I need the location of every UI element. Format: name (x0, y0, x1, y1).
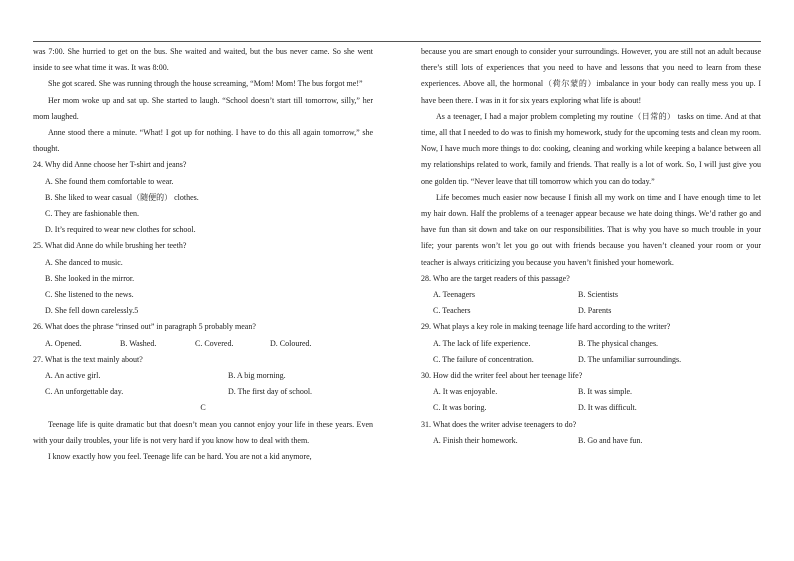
question-30-stem: 30. How did the writer feel about her teenage life? (421, 371, 583, 381)
question-26-option-a: A. Opened. (45, 338, 82, 348)
question-25-stem: 25. What did Anne do while brushing her teeth? (33, 241, 187, 251)
question-30-option-d: D. It was difficult. (578, 403, 637, 413)
question-26-option-c: C. Covered. (195, 338, 234, 348)
question-28-option-a: A. Teenagers (433, 290, 475, 300)
passage-c-paragraph: because you are smart enough to consider your surroundings. However, you are still not an adult because there’s still lots of experiences that you need to have and lessons that you need to learn from these experiences. Above all, the hormonal（荷尔蒙的）imbalance in your body can really mess you up. I have been there. I was in it for six years exploring what life is about! (421, 47, 761, 105)
question-27-options-row1 (33, 368, 373, 384)
question-29-option-d: D. The unfamiliar surroundings. (578, 354, 682, 364)
question-29-stem: 29. What plays a key role in making teenage life hard according to the writer? (421, 322, 671, 332)
question-28-options-row1 (421, 287, 761, 303)
story-paragraph: She got scared. She was running through the house screaming, “Mom! Mom! The bus forgot me!” (48, 79, 363, 89)
question-28-option-b: B. Scientists (578, 290, 619, 300)
question-26-option-b: B. Washed. (120, 338, 157, 348)
question-24-stem: 24. Why did Anne choose her T-shirt and jeans? (33, 160, 187, 170)
question-29-options-row1 (421, 336, 761, 352)
question-24-option-d: D. It’s required to wear new clothes for school. (45, 225, 196, 235)
story-paragraph: was 7:00. She hurried to get on the bus. She waited and waited, but the bus never came. So she went inside to see what time it was. It was 8:00. (33, 47, 373, 73)
question-25-option-d: D. She fell down carelessly.5 (45, 306, 139, 316)
question-31-option-b: B. Go and have fun. (578, 435, 643, 445)
question-25-option-c: C. She listened to the news. (45, 290, 134, 300)
question-30-options-row2 (421, 400, 761, 416)
question-25-option-b: B. She looked in the mirror. (45, 273, 135, 283)
passage-c-paragraph: I know exactly how you feel. Teenage life can be hard. You are not a kid anymore, (48, 452, 312, 462)
section-label: C (200, 403, 206, 413)
question-28-stem: 28. Who are the target readers of this passage? (421, 273, 570, 283)
passage-c-paragraph: As a teenager, I had a major problem completing my routine（日常的） tasks on time. And at that time, all that I needed to do was to finish my homework, study for the upcoming tests and clean my room. Now, I have much more things to do: cooking, cleaning and working while keeping a balance between all my relationships related to work, family and friends. That really is a lot of work. So, I will just give you one golden tip. “Never leave that till tomorrow which you can do today.” (421, 111, 761, 186)
top-rule (33, 41, 761, 42)
right-column (421, 44, 761, 449)
question-30-option-a: A. It was enjoyable. (433, 387, 498, 397)
question-29-option-b: B. The physical changes. (578, 338, 659, 348)
question-31-option-a: A. Finish their homework. (433, 435, 518, 445)
question-30-option-c: C. It was boring. (433, 403, 487, 413)
question-29-option-a: A. The lack of life experience. (433, 338, 531, 348)
question-24-option-a: A. She found them comfortable to wear. (45, 176, 174, 186)
question-31-options-row1 (421, 433, 761, 449)
story-paragraph: Anne stood there a minute. “What! I got up for nothing. I have to do this all again tomorrow,” she thought. (33, 128, 373, 154)
question-28-option-d: D. Parents (578, 306, 612, 316)
question-27-stem: 27. What is the text mainly about? (33, 354, 143, 364)
question-27-options-row2 (33, 384, 373, 400)
question-28-option-c: C. Teachers (433, 306, 471, 316)
question-26-stem: 26. What does the phrase “rinsed out” in paragraph 5 probably mean? (33, 322, 256, 332)
question-29-options-row2 (421, 352, 761, 368)
question-24-option-c: C. They are fashionable then. (45, 209, 140, 219)
question-27-option-b: B. A big morning. (228, 371, 286, 381)
question-27-option-d: D. The first day of school. (228, 387, 313, 397)
passage-c-paragraph: Teenage life is quite dramatic but that doesn’t mean you cannot enjoy your life in these years. Even with your daily troubles, your life is not very hard if you know how to deal with them. (33, 419, 373, 445)
question-29-option-c: C. The failure of concentration. (433, 354, 534, 364)
left-column (33, 44, 373, 465)
question-27-option-a: A. An active girl. (45, 371, 101, 381)
question-28-options-row2 (421, 303, 761, 319)
question-31-stem: 31. What does the writer advise teenagers to do? (421, 419, 577, 429)
question-24-option-b: B. She liked to wear casual（随便的） clothes. (45, 192, 199, 202)
question-27-option-c: C. An unforgettable day. (45, 387, 124, 397)
question-26-option-d: D. Coloured. (270, 338, 312, 348)
question-30-option-b: B. It was simple. (578, 387, 632, 397)
question-30-options-row1 (421, 384, 761, 400)
passage-c-paragraph: Life becomes much easier now because I finish all my work on time and I have enough time to let my hair down. Half the problems of a teenager appear because we hate doing things. We’d rather go and have fun than sit down and take on our responsibilities. That is why you have so much trouble in your life; your parents won’t let you go out with friends because you haven’t cleaned your room or your teacher is always criticizing you because you haven’t finished your homework. (421, 192, 761, 267)
question-25-option-a: A. She danced to music. (45, 257, 123, 267)
question-26-options (33, 336, 373, 352)
story-paragraph: Her mom woke up and sat up. She started to laugh. “School doesn’t start till tomorrow, silly,” her mom laughed. (33, 95, 373, 121)
